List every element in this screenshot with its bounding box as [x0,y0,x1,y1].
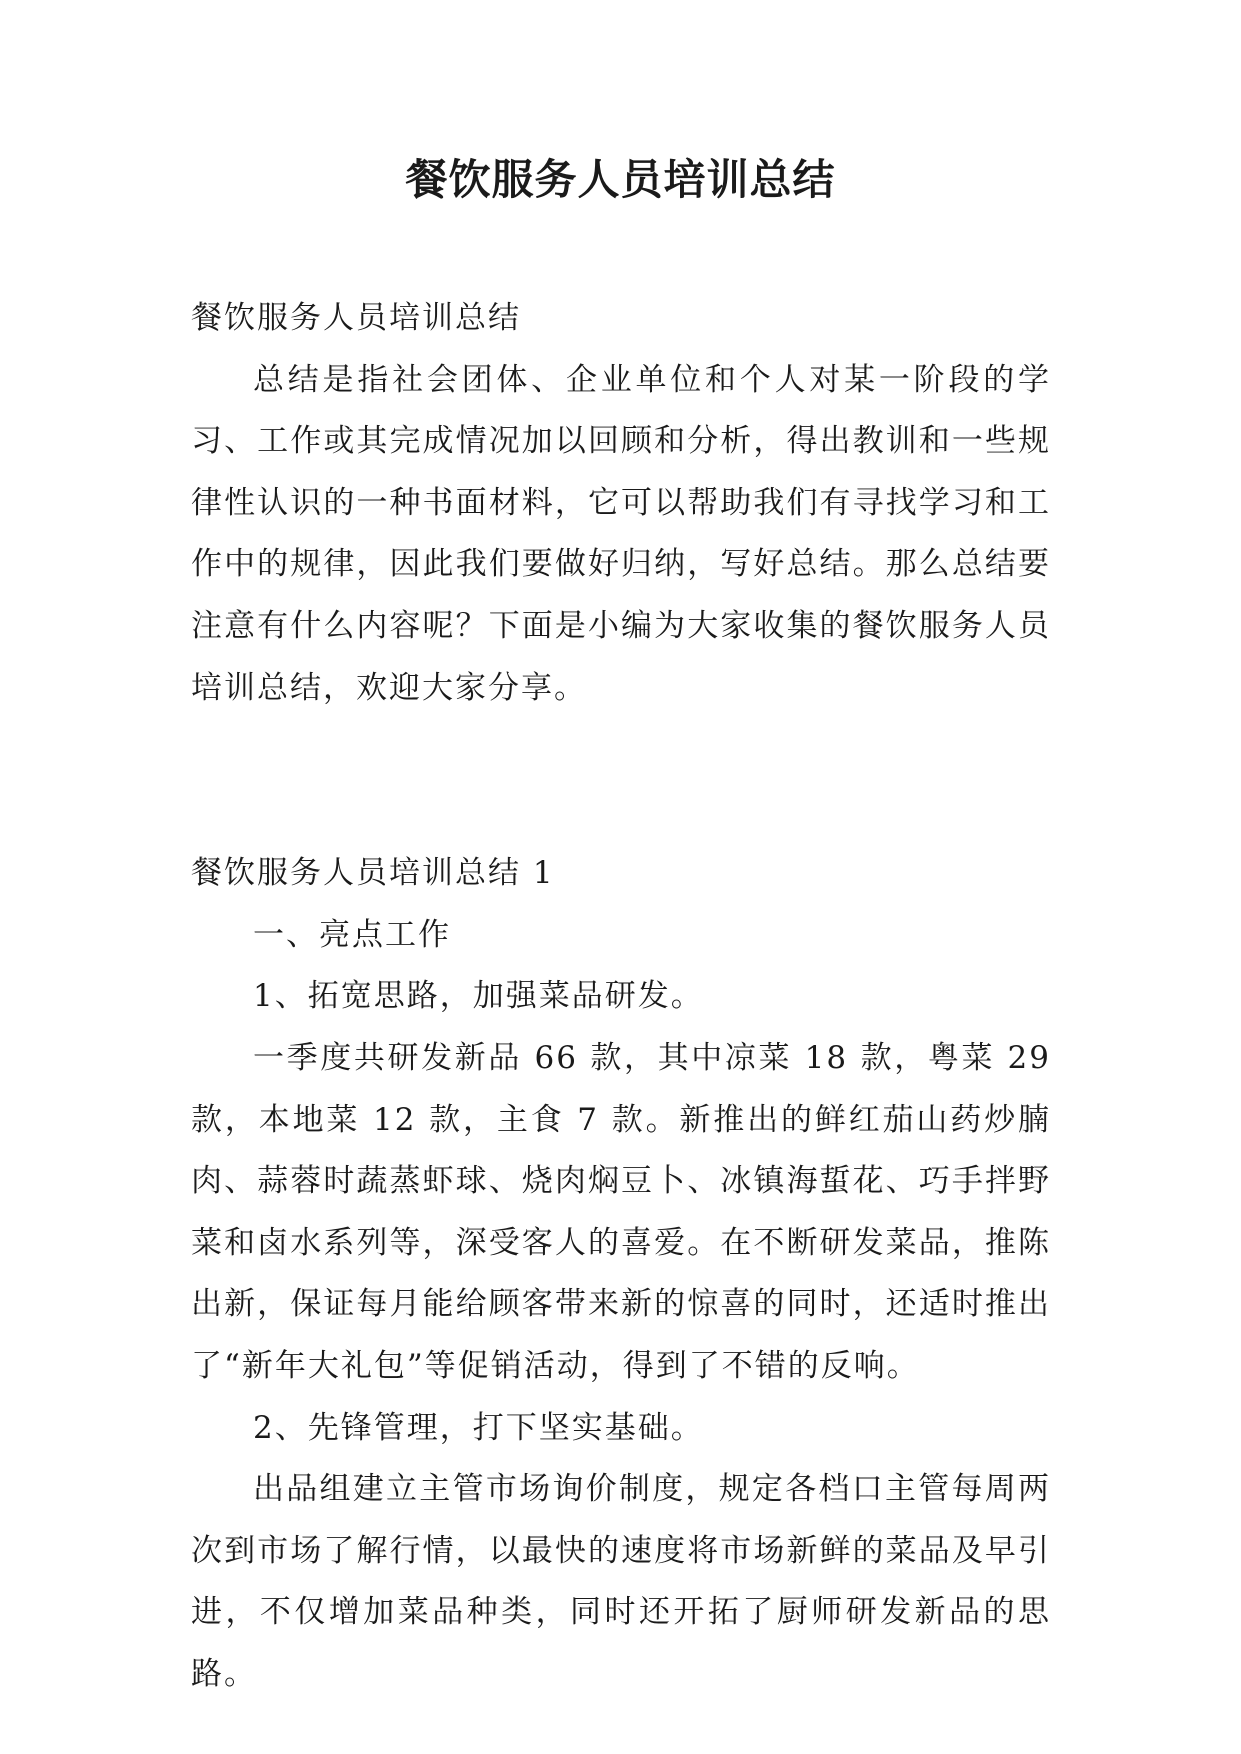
document-title: 餐饮服务人员培训总结 [405,155,836,204]
item-paragraph-2: 出品组建立主管市场询价制度，规定各档口主管每周两次到市场了解行情，以最快的速度将市场新鲜的菜品及早引进，不仅增加菜品种类，同时还开拓了厨师研发新品的思路。 [191,1471,1051,1692]
section-heading: 餐饮服务人员培训总结 1 [191,855,555,892]
item-heading-2: 2、先锋管理，打下坚实基础。 [253,1409,704,1446]
intro-heading: 餐饮服务人员培训总结 [191,300,521,336]
section-spacer [191,719,1051,843]
item-heading-1: 1、拓宽思路，加强菜品研发。 [253,978,704,1015]
section-subheading: 一、亮点工作 [253,916,451,953]
intro-paragraph: 总结是指社会团体、企业单位和个人对某一阶段的学习、工作或其完成情况加以回顾和分析，得出教训和一些规律性认识的一种书面材料，它可以帮助我们有寻找学习和工作中的规律，因此我们要做好归纳，写好总结。那么总结要注意有什么内容呢？下面是小编为大家收集的餐饮服务人员培训总结，欢迎大家分享。 [191,361,1051,706]
document-body [191,288,1051,1705]
item-paragraph-1: 一季度共研发新品 66 款，其中凉菜 18 款，粤菜 29 款，本地菜 12 款，主食 7 款。新推出的鲜红茄山药炒腩肉、蒜蓉时蔬蒸虾球、烧肉焖豆卜、冰镇海蜇花、巧手拌野菜和卤水系列等，深受客人的喜爱。在不断研发菜品，推陈出新，保证每月能给顾客带来新的惊喜的同时，还适时推出了“新年大礼包”等促销活动，得到了不错的反响。 [191,1039,1051,1384]
